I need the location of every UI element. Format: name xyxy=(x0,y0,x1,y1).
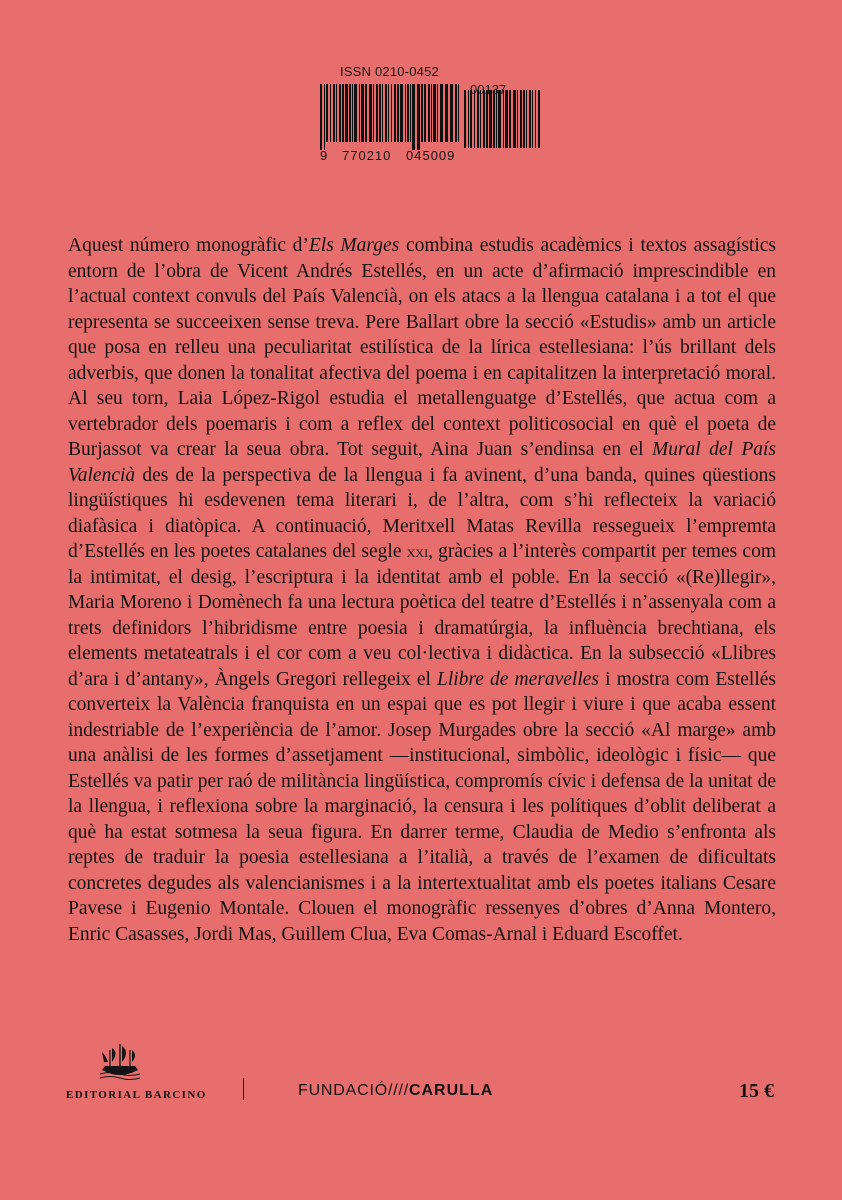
barcode-bar xyxy=(474,90,475,148)
barcode-bar xyxy=(455,84,457,142)
barcode-bar xyxy=(359,84,360,142)
barcode-bar xyxy=(385,84,387,142)
barcode-bar xyxy=(489,90,492,148)
barcode-bar xyxy=(428,84,430,142)
journal-title: Els Marges xyxy=(308,235,400,256)
barcode-bar xyxy=(333,84,335,142)
barcode-bar xyxy=(339,84,341,142)
barcode-bar xyxy=(421,84,423,142)
barcode-bar xyxy=(509,90,511,148)
barcode-bar xyxy=(382,84,383,142)
barcode-bar xyxy=(373,84,374,142)
barcode-bar xyxy=(345,84,348,142)
barcode-bar xyxy=(320,84,322,150)
footer-divider xyxy=(243,1078,244,1100)
barcode-bar xyxy=(538,90,540,148)
barcode-bar xyxy=(388,84,389,142)
barcode-bar xyxy=(354,84,357,142)
barcode-block xyxy=(320,64,550,164)
barcode-bar xyxy=(477,90,479,148)
barcode-bar xyxy=(330,84,331,142)
barcode-bar xyxy=(493,90,495,148)
barcode-bar xyxy=(391,84,392,142)
barcode-bar xyxy=(486,90,488,148)
ean-barcode xyxy=(320,84,460,142)
century-numeral: xxi xyxy=(406,542,429,561)
barcode-bar xyxy=(440,84,443,142)
barcode-bar xyxy=(450,84,453,142)
llibre-title: Llibre de meravelles xyxy=(437,668,599,690)
barcode-bar xyxy=(400,84,403,142)
barcode-bar xyxy=(498,90,501,148)
barcode-bar xyxy=(424,84,426,142)
barcode-bar xyxy=(324,84,325,150)
ean-left-digits: 770210 xyxy=(342,148,392,163)
barcode-bar xyxy=(513,90,516,148)
barcode-bar xyxy=(523,90,525,148)
barcode-bar xyxy=(369,84,372,142)
ship-icon xyxy=(98,1040,142,1082)
barcode-bar xyxy=(505,90,508,148)
mural-title: Mural del País Valencià xyxy=(68,439,776,486)
barcode-bar xyxy=(503,90,504,148)
barcode-bar xyxy=(342,84,344,142)
ean-right-digits: 045009 xyxy=(406,148,456,163)
barcode-bar xyxy=(433,84,436,142)
barcode-bar xyxy=(520,90,522,148)
barcode-bar xyxy=(445,84,448,142)
barcode-bar xyxy=(526,90,527,148)
barcode-bar xyxy=(470,90,472,148)
barcode-bar xyxy=(483,90,485,148)
addon-barcode xyxy=(464,86,542,142)
barcode-bar xyxy=(361,84,364,142)
barcode-bar xyxy=(326,84,328,142)
barcode-bar xyxy=(410,84,411,142)
barcode-bar xyxy=(394,84,396,142)
barcode-bar xyxy=(397,84,399,142)
barcode-bar xyxy=(405,84,406,142)
barcode-bar xyxy=(529,90,531,148)
description-paragraph: Aquest número monogràfic d’Els Marges combina estudis acadèmics i textos assagístics entorn de l’obra de Vicent Andrés Estellés, en un acte d’afirmació imprescindible en l’actual context convuls del País Valencià, on els atacs a la llengua catalana i a tot el que representa se succeeixen sense treva. Pere Ballart obre la secció «Estudis» amb un article que posa en relleu una peculiaritat estilística de la lírica estellesiana: l’ús brillant dels adverbis, que donen la tonalitat afectiva del poema i en capitalitzen la interpretació moral. Al seu torn, Laia López-Rigol estudia el metallenguatge d’Estellés, que actua com a vertebrador dels poemaris i com a reflex del context politicosocial en què el poeta de Burjassot va crear la seua obra. Tot seguit, Aina Juan s’endinsa en el Mural del País Valencià des de la perspectiva de la llengua i fa avinent, d’una banda, quines qüestions lingüístiques hi esdevenen tema literari i, de l’altra, com s’hi reflecteix la variació diafàsica i diatòpica. A continuació, Meritxell Matas Revilla ressegueix l’empremta d’Estellés en les poetes catalanes del segle xxi, gràcies a l’interès compartit per temes com la intimitat, el desig, l’escriptura i la identitat amb el poble. En la secció «(Re)llegir», Maria Moreno i Domènech fa una lectura poètica del teatre d’Estellés i n’assenyala com a trets definidors l’hibridisme entre poesia i dramatúrgia, la influència brechtiana, els elements metateatrals i el cor com a veu col·lectiva i didàctica. En la subsecció «Llibres d’ara i d’antany», Àngels Gregori rellegeix el Llibre de meravelles i mostra com Estellés converteix la València franquista en un espai que es pot llegir i viure i que acaba essent indestriable de l’experiència de l’amor. Josep Murgades obre la secció «Al marge» amb una anàlisi de les formes d’assetjament —institucional, simbòlic, ideològic i físic— que Estellés va patir per raó de militància lingüística, compromís cívic i defensa de la unitat de la llengua, i reflexiona sobre la marginació, la censura i les polítiques d’oblit deliberat a què ha estat sotmesa la seua figura. En darrer terme, Claudia de Medio s’enfronta als reptes de traduir la poesia estellesiana a l’italià, a través de l’examen de dificultats concretes degudes als valencianismes i a la intertextualitat amb els poetes italians Cesare Pavese i Eugenio Montale. Clouen el monogràfic ressenyes d’obres d’Anna Montero, Enric Casasses, Jordi Mas, Guillem Clua, Eva Comas-Arnal i Eduard Escoffet. xyxy=(68,235,777,945)
barcode-bar xyxy=(376,84,378,142)
barcode-bar xyxy=(535,90,536,148)
publisher-name: EDITORIAL BARCINO xyxy=(66,1089,207,1101)
barcode-bar xyxy=(412,84,415,150)
barcode-bar xyxy=(517,90,518,148)
barcode-bar xyxy=(437,84,438,142)
back-cover-footer xyxy=(0,1040,842,1130)
barcode-bar xyxy=(417,84,420,150)
barcode-bar xyxy=(379,84,381,142)
barcode-bar xyxy=(349,84,351,142)
barcode-bar xyxy=(336,84,337,142)
barcode-bar xyxy=(532,90,533,148)
ean-first-digit: 9 xyxy=(320,148,328,163)
barcode-bar xyxy=(407,84,409,142)
barcode-bar xyxy=(464,90,466,148)
price-label: 15 € xyxy=(739,1080,774,1102)
barcode-bar xyxy=(480,90,481,148)
fundacio-logo: FUNDACIÓ////CARULLA xyxy=(298,1082,494,1099)
barcode-bar xyxy=(365,84,367,142)
barcode-bar xyxy=(352,84,353,142)
barcode-bar xyxy=(468,90,469,148)
barcode-bar xyxy=(458,84,459,142)
barcode-bar xyxy=(496,90,497,148)
barcode-bar xyxy=(431,84,432,142)
issn-label: ISSN 0210-0452 xyxy=(340,64,439,79)
